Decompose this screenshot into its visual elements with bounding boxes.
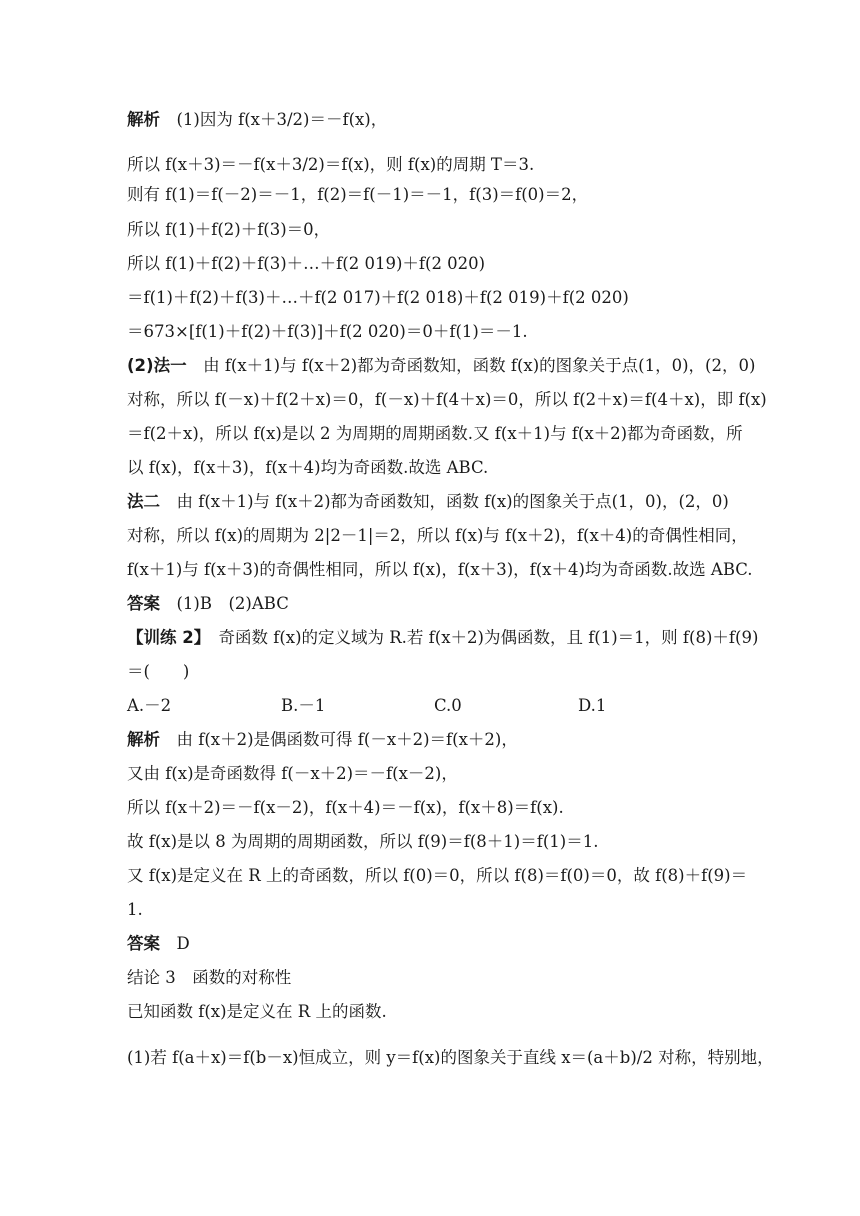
line-text: 结论 3 函数的对称性 bbox=[127, 968, 292, 987]
line-label: 【训练 2】 bbox=[127, 628, 202, 647]
text-line bbox=[127, 763, 458, 785]
line-text: 对称，所以 f(－x)＋f(2＋x)＝0，f(－x)＋f(4＋x)＝0，所以 f(2＋x)＝f(4＋x)，即 f(x) bbox=[127, 390, 767, 409]
text-line bbox=[127, 423, 743, 445]
text-line bbox=[127, 253, 485, 275]
text-line bbox=[127, 593, 289, 615]
text-line bbox=[127, 109, 387, 131]
text-line bbox=[127, 865, 747, 887]
text-line bbox=[127, 525, 748, 547]
text-line bbox=[127, 219, 330, 241]
line-text: f(x＋1)与 f(x＋3)的奇偶性相同，所以 f(x)，f(x＋3)，f(x＋4)均为奇函数.故选 ABC. bbox=[127, 560, 753, 579]
line-label: 解析 bbox=[127, 110, 160, 129]
line-label: (2)法一 bbox=[127, 356, 187, 375]
text-line bbox=[127, 1047, 774, 1069]
line-text: 由 f(x＋2)是偶函数可得 f(－x＋2)＝f(x＋2)， bbox=[176, 730, 518, 749]
text-line bbox=[127, 184, 588, 206]
text-line bbox=[127, 933, 190, 955]
answer-option: A.－2 bbox=[127, 696, 172, 715]
line-text: 又 f(x)是定义在 R 上的奇函数，所以 f(0)＝0，所以 f(8)＝f(0)＝0，故 f(8)＋f(9)＝ bbox=[127, 866, 748, 885]
text-line bbox=[127, 797, 564, 819]
text-line bbox=[127, 661, 189, 683]
text-line bbox=[127, 899, 143, 921]
text-line bbox=[127, 287, 629, 309]
line-text: 由 f(x＋1)与 f(x＋2)都为奇函数知，函数 f(x)的图象关于点(1，0)，(2，0) bbox=[176, 492, 729, 511]
line-text: (1)若 f(a＋x)＝f(b－x)恒成立，则 y＝f(x)的图象关于直线 x＝(a＋b)/2 对称，特别地， bbox=[127, 1048, 774, 1067]
line-text: 所以 f(x＋2)＝－f(x－2)，f(x＋4)＝－f(x)，f(x＋8)＝f(x). bbox=[127, 798, 564, 817]
text-line bbox=[127, 355, 755, 377]
line-text: 以 f(x)，f(x＋3)，f(x＋4)均为奇函数.故选 ABC. bbox=[127, 458, 489, 477]
answer-option: B.－1 bbox=[281, 696, 326, 715]
line-text: 所以 f(1)＋f(2)＋f(3)＝0， bbox=[127, 220, 331, 239]
text-line bbox=[127, 491, 729, 513]
text-line bbox=[127, 967, 291, 989]
answer-option: C.0 bbox=[434, 696, 462, 715]
text-line bbox=[127, 559, 753, 581]
line-text: 由 f(x＋1)与 f(x＋2)都为奇函数知，函数 f(x)的图象关于点(1，0)，(2，0) bbox=[203, 356, 756, 375]
line-label: 法二 bbox=[127, 492, 160, 511]
line-text: ＝f(1)＋f(2)＋f(3)＋…＋f(2 017)＋f(2 018)＋f(2 019)＋f(2 020) bbox=[127, 288, 629, 307]
text-line bbox=[127, 457, 488, 479]
line-text: D bbox=[176, 934, 190, 953]
line-text: 所以 f(x＋3)＝－f(x＋3/2)＝f(x)，则 f(x)的周期 T＝3. bbox=[127, 155, 535, 174]
line-label: 答案 bbox=[127, 934, 160, 953]
text-line bbox=[127, 627, 758, 649]
line-text: 奇函数 f(x)的定义域为 R.若 f(x＋2)为偶函数，且 f(1)＝1，则 f(8)＋f(9) bbox=[218, 628, 759, 647]
line-text: 则有 f(1)＝f(－2)＝－1，f(2)＝f(－1)＝－1，f(3)＝f(0)＝2， bbox=[127, 185, 589, 204]
answer-option: D.1 bbox=[578, 696, 607, 715]
text-line bbox=[127, 1001, 387, 1023]
text-line bbox=[127, 389, 767, 411]
line-text: ＝( ) bbox=[127, 662, 190, 681]
text-line bbox=[127, 729, 518, 751]
line-text: ＝673×[f(1)＋f(2)＋f(3)]＋f(2 020)＝0＋f(1)＝－1. bbox=[127, 322, 528, 341]
line-text: (1)B (2)ABC bbox=[176, 594, 289, 613]
text-line bbox=[127, 321, 528, 343]
line-text: 所以 f(1)＋f(2)＋f(3)＋…＋f(2 019)＋f(2 020) bbox=[127, 254, 486, 273]
line-text: (1)因为 f(x＋3/2)＝－f(x)， bbox=[176, 110, 388, 129]
line-text: 对称，所以 f(x)的周期为 2|2－1|＝2，所以 f(x)与 f(x＋2)，f(x＋4)的奇偶性相同， bbox=[127, 526, 748, 545]
line-text: 故 f(x)是以 8 为周期的周期函数，所以 f(9)＝f(8＋1)＝f(1)＝1. bbox=[127, 832, 599, 851]
text-line bbox=[127, 154, 534, 176]
line-label: 答案 bbox=[127, 594, 160, 613]
line-label: 解析 bbox=[127, 730, 160, 749]
line-text: 1. bbox=[127, 900, 143, 919]
line-text: 又由 f(x)是奇函数得 f(－x＋2)＝－f(x－2)， bbox=[127, 764, 458, 783]
line-text: 已知函数 f(x)是定义在 R 上的函数. bbox=[127, 1002, 387, 1021]
text-line bbox=[127, 831, 598, 853]
line-text: ＝f(2＋x)，所以 f(x)是以 2 为周期的周期函数.又 f(x＋1)与 f(x＋2)都为奇函数，所 bbox=[127, 424, 743, 443]
